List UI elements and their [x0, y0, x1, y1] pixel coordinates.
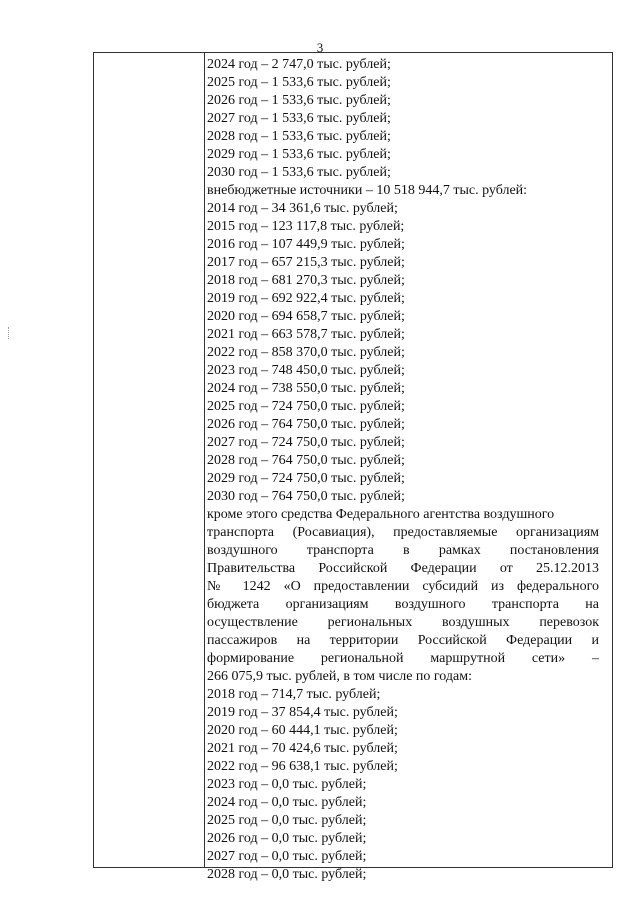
funding-line: 2019 год – 692 922,4 тыс. рублей; — [207, 291, 405, 306]
funding-line: 2022 год – 858 370,0 тыс. рублей; — [207, 345, 405, 360]
paragraph-line: транспорта (Росавиация), предоставляемые организациям — [207, 525, 599, 540]
page-number: 3 — [316, 40, 324, 55]
paragraph-line: № 1242 «О предоставлении субсидий из федерального — [207, 579, 599, 594]
funding-line: 2026 год – 764 750,0 тыс. рублей; — [207, 417, 405, 432]
funding-line: 2027 год – 724 750,0 тыс. рублей; — [207, 435, 405, 450]
paragraph-line: осуществление региональных воздушных перевозок — [207, 615, 599, 630]
paragraph-line: 266 075,9 тыс. рублей, в том числе по годам: — [207, 669, 472, 684]
funding-line: 2022 год – 96 638,1 тыс. рублей; — [207, 759, 398, 774]
funding-line: 2028 год – 0,0 тыс. рублей; — [207, 867, 367, 882]
rosaviatsiya-paragraph — [207, 506, 599, 686]
paragraph-line: пассажиров на территории Российской Федерации и — [207, 633, 599, 648]
funding-line: 2020 год – 694 658,7 тыс. рублей; — [207, 309, 405, 324]
funding-line: 2016 год – 107 449,9 тыс. рублей; — [207, 237, 405, 252]
funding-line: 2024 год – 738 550,0 тыс. рублей; — [207, 381, 405, 396]
paragraph-line: воздушного транспорта в рамках постановления — [207, 543, 599, 558]
funding-line: 2030 год – 1 533,6 тыс. рублей; — [207, 165, 391, 180]
funding-line: 2018 год – 681 270,3 тыс. рублей; — [207, 273, 405, 288]
document-table — [93, 52, 613, 882]
funding-line: 2021 год – 70 424,6 тыс. рублей; — [207, 741, 398, 756]
funding-lines-before — [207, 56, 599, 506]
funding-line: 2026 год – 0,0 тыс. рублей; — [207, 831, 367, 846]
paragraph-line: Правительства Российской Федерации от 25.12.2013 — [207, 561, 599, 576]
funding-line: 2024 год – 2 747,0 тыс. рублей; — [207, 57, 391, 72]
funding-cell — [207, 56, 599, 884]
funding-line: 2014 год – 34 361,6 тыс. рублей; — [207, 201, 398, 216]
funding-line: 2025 год – 0,0 тыс. рублей; — [207, 813, 367, 828]
funding-line: 2030 год – 764 750,0 тыс. рублей; — [207, 489, 405, 504]
funding-line: 2021 год – 663 578,7 тыс. рублей; — [207, 327, 405, 342]
paragraph-line: формирование региональной маршрутной сети» – — [207, 651, 599, 666]
funding-lines-after — [207, 686, 599, 884]
funding-line: 2024 год – 0,0 тыс. рублей; — [207, 795, 367, 810]
margin-mark — [8, 327, 11, 339]
funding-line: 2027 год – 1 533,6 тыс. рублей; — [207, 111, 391, 126]
funding-line: 2026 год – 1 533,6 тыс. рублей; — [207, 93, 391, 108]
funding-line: 2029 год – 724 750,0 тыс. рублей; — [207, 471, 405, 486]
funding-line: 2017 год – 657 215,3 тыс. рублей; — [207, 255, 405, 270]
paragraph-line: бюджета организациям воздушного транспорта на — [207, 597, 599, 612]
funding-line: 2023 год – 748 450,0 тыс. рублей; — [207, 363, 405, 378]
funding-line: 2029 год – 1 533,6 тыс. рублей; — [207, 147, 391, 162]
funding-line: 2015 год – 123 117,8 тыс. рублей; — [207, 219, 405, 234]
funding-line: 2020 год – 60 444,1 тыс. рублей; — [207, 723, 398, 738]
funding-line: 2028 год – 764 750,0 тыс. рублей; — [207, 453, 405, 468]
funding-line: 2028 год – 1 533,6 тыс. рублей; — [207, 129, 391, 144]
column-divider — [204, 53, 205, 867]
paragraph-line: кроме этого средства Федерального агентства воздушного — [207, 507, 555, 522]
funding-line: 2025 год – 1 533,6 тыс. рублей; — [207, 75, 391, 90]
funding-line: 2019 год – 37 854,4 тыс. рублей; — [207, 705, 398, 720]
funding-line: 2027 год – 0,0 тыс. рублей; — [207, 849, 367, 864]
funding-line: 2025 год – 724 750,0 тыс. рублей; — [207, 399, 405, 414]
funding-line: 2018 год – 714,7 тыс. рублей; — [207, 687, 381, 702]
funding-line: 2023 год – 0,0 тыс. рублей; — [207, 777, 367, 792]
funding-line: внебюджетные источники – 10 518 944,7 тыс. рублей: — [207, 183, 528, 198]
